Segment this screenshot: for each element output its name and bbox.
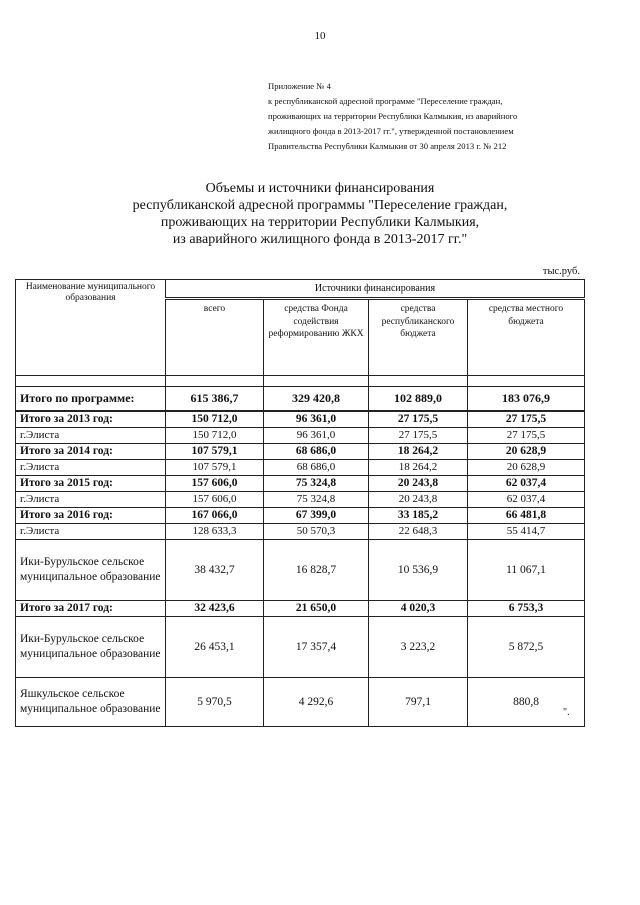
- closing-quote-mark: ".: [563, 707, 570, 718]
- municipality-row: [16, 524, 585, 540]
- value-total: 38 432,7: [166, 540, 264, 601]
- municipality-row: [16, 678, 585, 727]
- value-republic-budget: 797,1: [369, 678, 468, 727]
- value-fund: 16 828,7: [264, 540, 369, 601]
- value-local-budget: 5 872,5: [468, 617, 585, 678]
- spacer-cell: [369, 376, 468, 387]
- value-local-budget: 66 481,8: [468, 508, 585, 524]
- value-local-budget: 20 628,9: [468, 460, 585, 476]
- program-total-fund: 329 420,8: [264, 387, 369, 412]
- page-number: 10: [314, 30, 326, 42]
- value-total: 107 579,1: [166, 460, 264, 476]
- value-fund: 50 570,3: [264, 524, 369, 540]
- value-local-budget: 11 067,1: [468, 540, 585, 601]
- annex-line: жилищного фонда в 2013-2017 гг.", утвержденной постановлением: [268, 126, 514, 136]
- year-total-row: [16, 444, 585, 460]
- annex-line: к республиканской адресной программе "Переселение граждан,: [268, 96, 503, 106]
- spacer-cell: [468, 376, 585, 387]
- municipality-name: Ики-Бурульское сельское муниципальное образование: [16, 540, 166, 601]
- value-total: 150 712,0: [166, 428, 264, 444]
- value-local-budget: 27 175,5: [468, 411, 585, 428]
- program-total-all: 615 386,7: [166, 387, 264, 412]
- annex-header: [268, 79, 568, 154]
- program-total-label: Итого по программе:: [16, 387, 166, 412]
- year-total-row: [16, 476, 585, 492]
- year-total-label: Итого за 2013 год:: [16, 411, 166, 428]
- column-header-republic-budget: средства республиканского бюджета: [369, 299, 468, 376]
- spacer-cell: [16, 376, 166, 387]
- column-header-total: всего: [166, 299, 264, 376]
- title-line: проживающих на территории Республики Калмыкия,: [160, 215, 480, 230]
- year-total-row: [16, 601, 585, 617]
- year-total-label: Итого за 2016 год:: [16, 508, 166, 524]
- value-local-budget: 880,8: [468, 678, 585, 727]
- title-line: из аварийного жилищного фонда в 2013-2017 гг.": [172, 232, 468, 247]
- year-total-row: [16, 508, 585, 524]
- year-total-label: Итого за 2015 год:: [16, 476, 166, 492]
- municipality-row: [16, 492, 585, 508]
- annex-line: проживающих на территории Республики Калмыкия, из аварийного: [268, 111, 518, 121]
- table-body: [16, 376, 585, 727]
- column-header-name: Наименование муниципального образования: [16, 280, 166, 376]
- municipality-name: г.Элиста: [16, 460, 166, 476]
- value-total: 26 453,1: [166, 617, 264, 678]
- value-total: 157 606,0: [166, 476, 264, 492]
- value-local-budget: 62 037,4: [468, 492, 585, 508]
- annex-line: Правительства Республики Калмыкия от 30 апреля 2013 г. № 212: [268, 141, 507, 151]
- municipality-name: Ики-Бурульское сельское муниципальное образование: [16, 617, 166, 678]
- municipality-name: г.Элиста: [16, 524, 166, 540]
- value-republic-budget: 20 243,8: [369, 476, 468, 492]
- municipality-row: [16, 617, 585, 678]
- year-total-row: [16, 411, 585, 428]
- annex-line: Приложение № 4: [268, 81, 331, 91]
- municipality-row: [16, 540, 585, 601]
- spacer-cell: [166, 376, 264, 387]
- value-total: 5 970,5: [166, 678, 264, 727]
- value-fund: 68 686,0: [264, 460, 369, 476]
- value-republic-budget: 27 175,5: [369, 411, 468, 428]
- value-fund: 4 292,6: [264, 678, 369, 727]
- year-total-label: Итого за 2017 год:: [16, 601, 166, 617]
- program-total-row: [16, 387, 585, 412]
- year-total-label: Итого за 2014 год:: [16, 444, 166, 460]
- value-republic-budget: 3 223,2: [369, 617, 468, 678]
- value-fund: 96 361,0: [264, 411, 369, 428]
- value-fund: 21 650,0: [264, 601, 369, 617]
- value-republic-budget: 33 185,2: [369, 508, 468, 524]
- value-total: 150 712,0: [166, 411, 264, 428]
- municipality-row: [16, 460, 585, 476]
- municipality-name: Яшкульское сельское муниципальное образование: [16, 678, 166, 727]
- column-header-local-budget: средства местного бюджета: [468, 299, 585, 376]
- value-fund: 75 324,8: [264, 492, 369, 508]
- spacer-cell: [264, 376, 369, 387]
- value-republic-budget: 10 536,9: [369, 540, 468, 601]
- municipality-name: г.Элиста: [16, 428, 166, 444]
- program-total-local: 183 076,9: [468, 387, 585, 412]
- value-republic-budget: 18 264,2: [369, 444, 468, 460]
- column-header-sources: Источники финансирования: [166, 280, 585, 299]
- value-republic-budget: 18 264,2: [369, 460, 468, 476]
- value-local-budget: 6 753,3: [468, 601, 585, 617]
- value-total: 32 423,6: [166, 601, 264, 617]
- value-republic-budget: 20 243,8: [369, 492, 468, 508]
- value-fund: 96 361,0: [264, 428, 369, 444]
- title-line: Объемы и источники финансирования: [205, 181, 435, 196]
- title-line: республиканской адресной программы "Переселение граждан,: [132, 198, 508, 213]
- spacer-row: [16, 376, 585, 387]
- value-local-budget: 55 414,7: [468, 524, 585, 540]
- value-fund: 67 399,0: [264, 508, 369, 524]
- value-fund: 68 686,0: [264, 444, 369, 460]
- value-local-budget: 62 037,4: [468, 476, 585, 492]
- value-fund: 17 357,4: [264, 617, 369, 678]
- value-local-budget: 27 175,5: [468, 428, 585, 444]
- value-republic-budget: 4 020,3: [369, 601, 468, 617]
- program-total-republic: 102 889,0: [369, 387, 468, 412]
- municipality-name: г.Элиста: [16, 492, 166, 508]
- value-republic-budget: 27 175,5: [369, 428, 468, 444]
- municipality-row: [16, 428, 585, 444]
- financing-table: [15, 279, 585, 727]
- value-total: 167 066,0: [166, 508, 264, 524]
- value-total: 128 633,3: [166, 524, 264, 540]
- value-local-budget: 20 628,9: [468, 444, 585, 460]
- value-fund: 75 324,8: [264, 476, 369, 492]
- value-total: 157 606,0: [166, 492, 264, 508]
- value-republic-budget: 22 648,3: [369, 524, 468, 540]
- units-label: тыс.руб.: [542, 266, 580, 277]
- column-header-fund: средства Фонда содействия реформированию ЖКХ: [264, 299, 369, 376]
- document-title: [0, 180, 640, 248]
- value-total: 107 579,1: [166, 444, 264, 460]
